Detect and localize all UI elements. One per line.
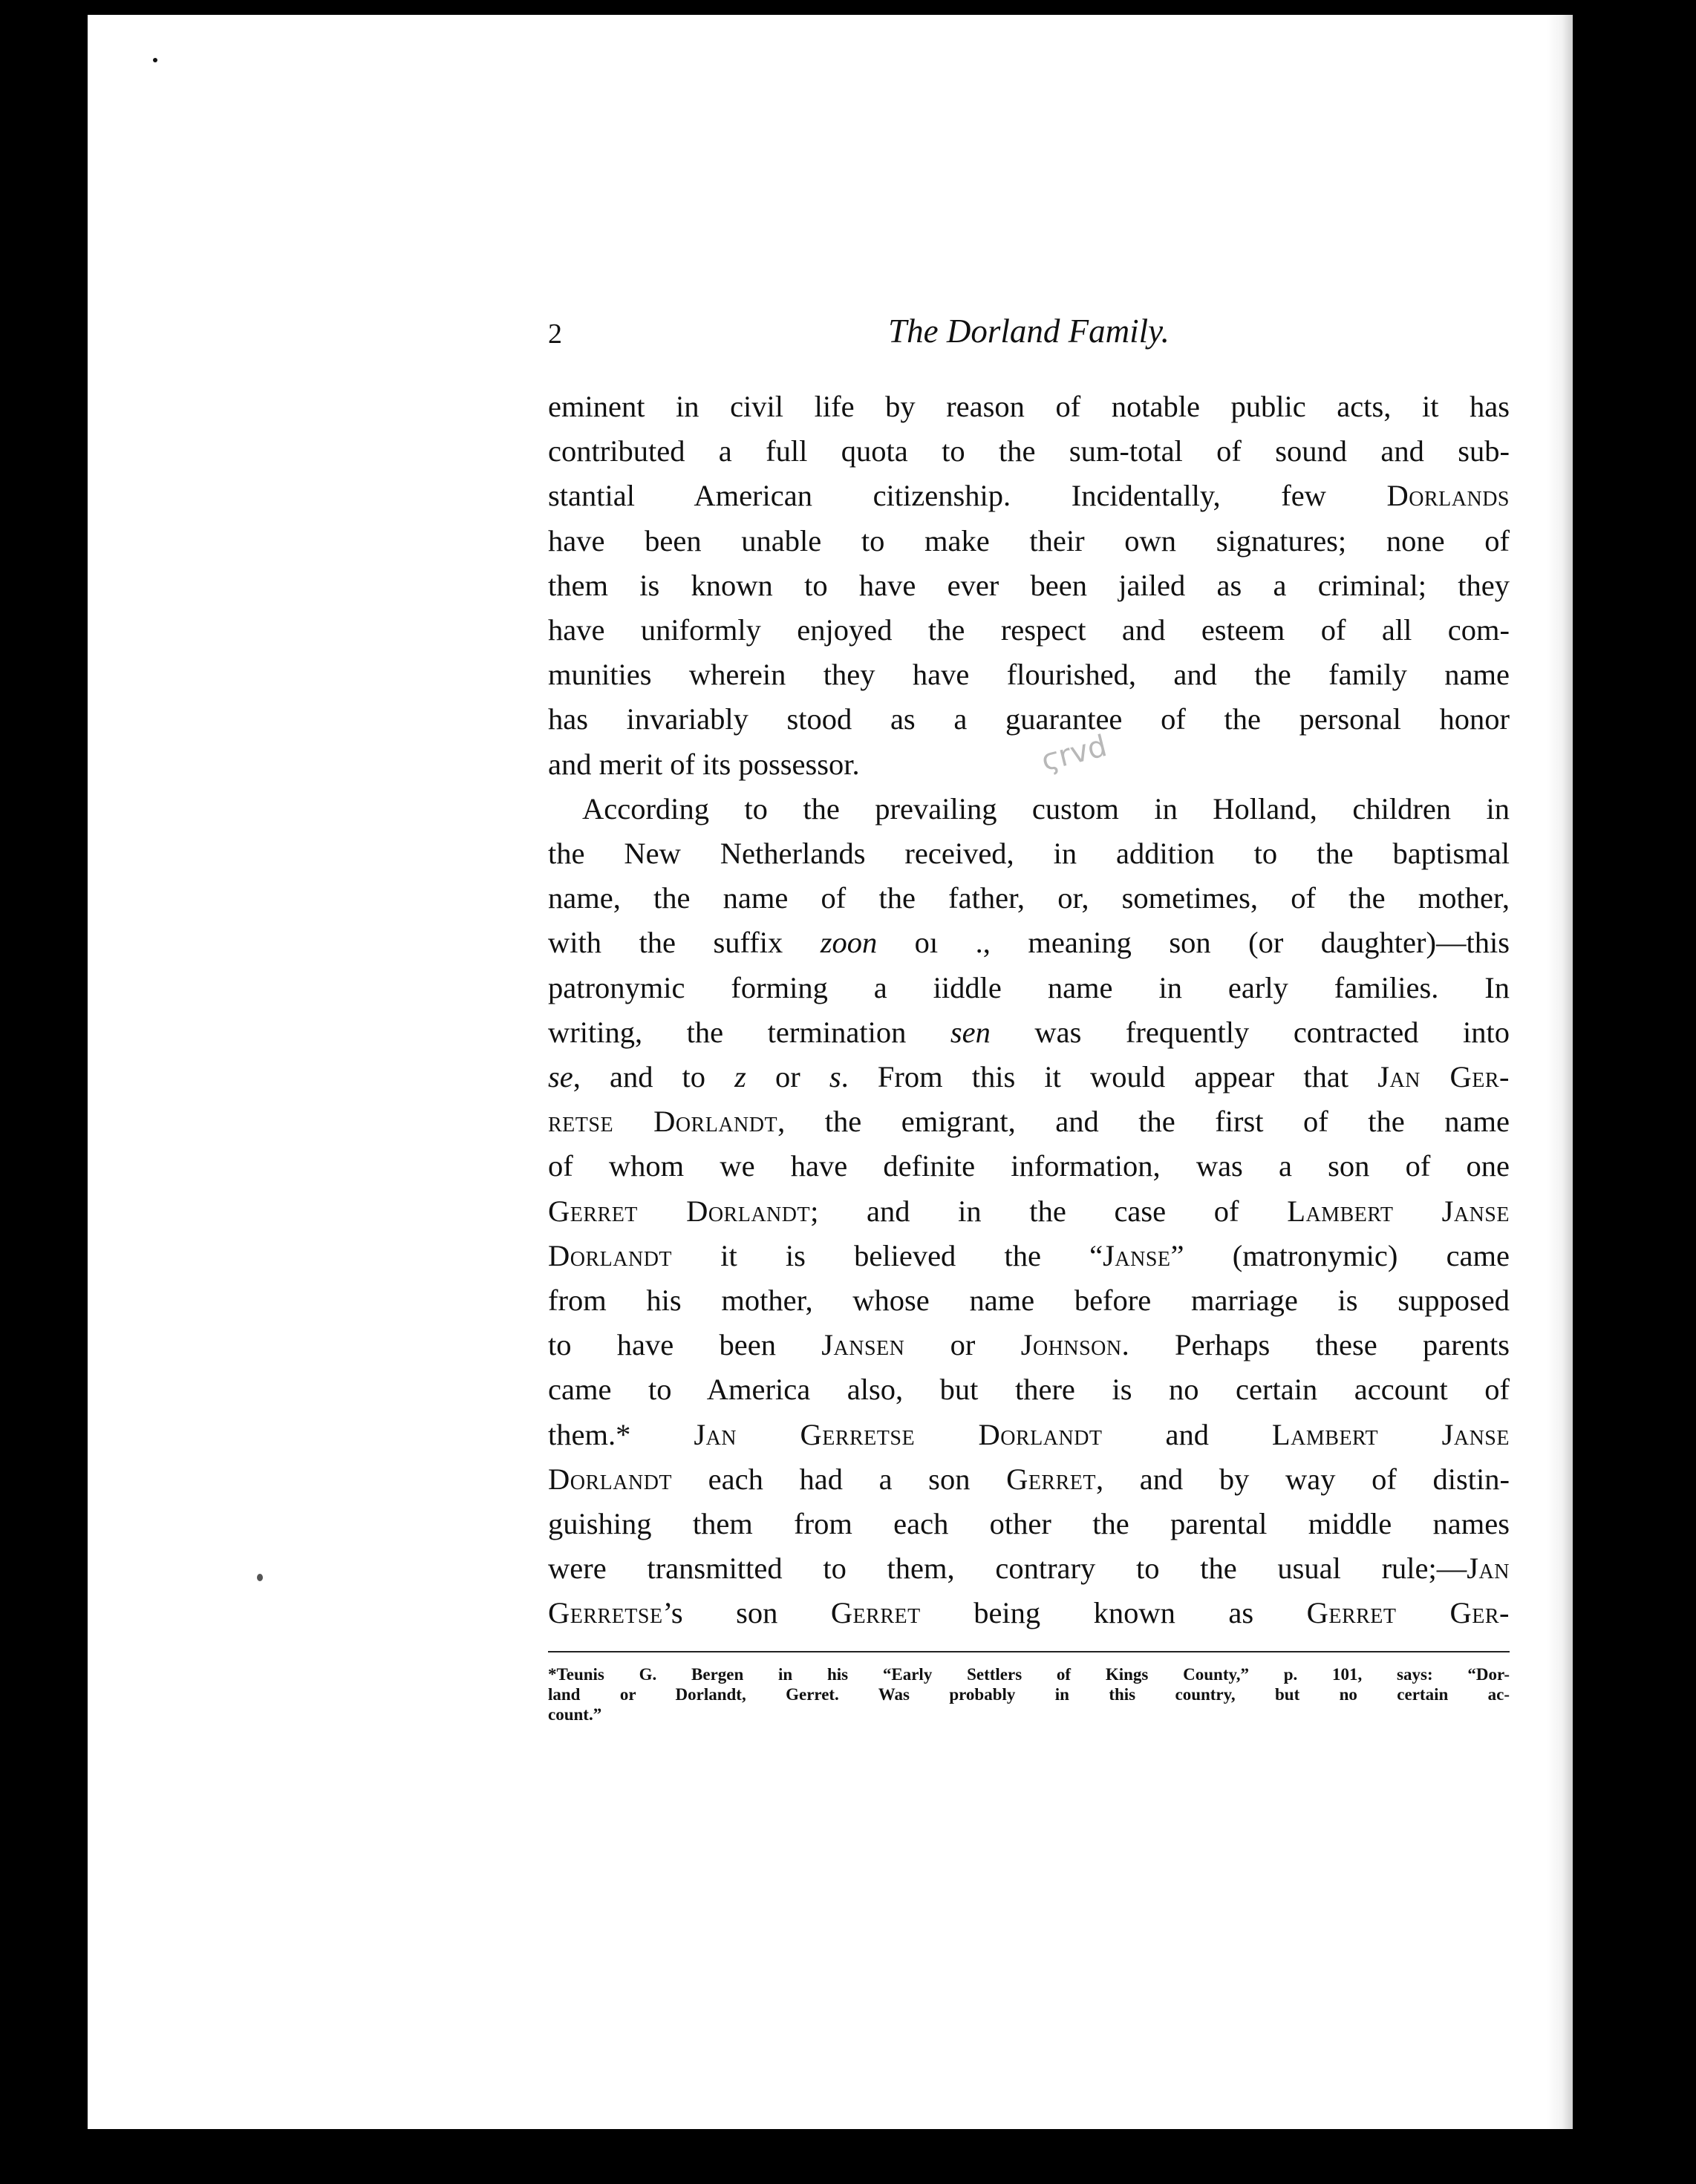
text-line (548, 1413, 1510, 1457)
footnote-reference: them.* (548, 1417, 694, 1451)
footnote-line: land or Dorlandt, Gerret. Was probably in this country, but no certain ac- (548, 1685, 1510, 1704)
text-span: or (746, 1060, 829, 1094)
text-line: guishing them from each other the parental middle names (548, 1507, 1510, 1541)
text-span: were transmitted to them, contrary to the usual rule;— (548, 1552, 1467, 1586)
text-line: munities wherein they have flourished, and the family name (548, 658, 1510, 692)
text-span: with the suffix (548, 926, 821, 960)
footnote (548, 1664, 1510, 1724)
text-line: them is known to have ever been jailed as a criminal; they (548, 568, 1510, 602)
text-span: stantial American citizenship. Incidentally, few (548, 479, 1387, 513)
text-span: or (904, 1328, 1021, 1362)
text-span: was frequently contracted into (990, 1015, 1510, 1049)
small-caps-name: Janse (1103, 1238, 1171, 1272)
running-title: The Dorland Family. (888, 313, 1170, 350)
footnote-rule (548, 1651, 1510, 1652)
text-span: , and by way of distin- (1096, 1462, 1510, 1496)
text-line (548, 1055, 1510, 1099)
text-line: have been unable to make their own signatures; none of (548, 523, 1510, 558)
text-line (548, 1189, 1510, 1234)
small-caps-name: Jansen (821, 1328, 905, 1362)
text-span: each had a son (672, 1462, 1007, 1496)
text-line (548, 474, 1510, 518)
small-caps-name: Gerretse (548, 1596, 663, 1630)
scan-speck (257, 1574, 263, 1581)
small-caps-name: Jan (1467, 1552, 1510, 1586)
text-line (548, 1010, 1510, 1055)
text-span: . Perhaps these parents (1121, 1328, 1510, 1362)
text-span: it is believed the “ (672, 1238, 1103, 1272)
text-line (548, 1591, 1510, 1635)
text-line (548, 1234, 1510, 1278)
text-line: came to America also, but there is no certain account of (548, 1373, 1510, 1407)
text-span: being known as (920, 1596, 1307, 1630)
text-line: has invariably stood as a guarantee of the personal honor (548, 702, 1510, 736)
italic-term: z (734, 1060, 746, 1094)
text-line: the New Netherlands received, in addition to the baptismal (548, 837, 1510, 871)
small-caps-name: Jan Ger- (1377, 1060, 1510, 1094)
text-line: According to the prevailing custom in Holland, children in (582, 791, 1510, 825)
small-caps-name: Jan Gerretse Dorlandt (694, 1417, 1103, 1451)
small-caps-name: Gerret Ger- (1306, 1596, 1510, 1630)
small-caps-name: Dorlands (1386, 479, 1510, 513)
italic-term: sen (950, 1015, 991, 1049)
text-line: and merit of its possessor. (548, 747, 860, 781)
text-line (548, 1323, 1510, 1367)
small-caps-name: Gerret (1006, 1462, 1096, 1496)
text-span: and (1102, 1417, 1272, 1451)
small-caps-name: retse Dorlandt (548, 1105, 778, 1139)
small-caps-name: Gerret Dorlandt (548, 1194, 811, 1228)
body-text (548, 385, 1510, 1636)
small-caps-name: Johnson (1020, 1328, 1122, 1362)
text-line (548, 1099, 1510, 1144)
text-span: oı ., meaning son (or daughter)—this (877, 926, 1510, 960)
text-span: , and to (573, 1060, 735, 1094)
text-line: of whom we have definite information, was a son of one (548, 1149, 1510, 1183)
small-caps-name: Gerret (830, 1596, 921, 1630)
footnote-line: *Teunis G. Bergen in his “Early Settlers of Kings County,” p. 101, says: “Dor- (548, 1665, 1510, 1684)
italic-term: zoon (820, 926, 878, 960)
scanned-sheet (88, 15, 1573, 2129)
text-span: writing, the termination (548, 1015, 950, 1049)
italic-term: se (548, 1060, 573, 1094)
text-line: from his mother, whose name before marriage is supposed (548, 1284, 1510, 1318)
footnote-line: count.” (548, 1705, 602, 1724)
text-line: eminent in civil life by reason of notable public acts, it has (548, 390, 1510, 423)
pencil-mark: ϛrvd (1037, 728, 1111, 779)
text-span: . From this it would appear that (841, 1060, 1378, 1094)
text-span: ’s son (662, 1596, 831, 1630)
text-span: , the emigrant, and the first of the name (777, 1105, 1510, 1139)
small-caps-name: Lambert Janse (1271, 1417, 1510, 1451)
text-line (548, 1457, 1510, 1502)
text-line: contributed a full quota to the sum-total of sound and sub- (548, 434, 1510, 468)
text-line: have uniformly enjoyed the respect and esteem of all com- (548, 613, 1510, 647)
page-number: 2 (548, 318, 562, 350)
left-page (88, 15, 1543, 2129)
text-span: ; and in the case of (810, 1194, 1288, 1228)
italic-term: s (829, 1060, 841, 1094)
text-line (548, 921, 1510, 965)
text-span: ” (matronymic) came (1170, 1238, 1510, 1272)
gutter-shadow (1547, 15, 1573, 2129)
text-line: patronymic forming a iiddle name in early families. In (548, 970, 1510, 1004)
running-head (548, 312, 1510, 356)
small-caps-name: Lambert Janse (1287, 1194, 1510, 1228)
text-line (548, 1546, 1510, 1591)
small-caps-name: Dorlandt (548, 1238, 673, 1272)
scan-speck (153, 58, 157, 62)
text-line: name, the name of the father, or, sometimes, of the mother, (548, 881, 1510, 915)
small-caps-name: Dorlandt (548, 1462, 673, 1496)
text-span: to have been (548, 1328, 822, 1362)
